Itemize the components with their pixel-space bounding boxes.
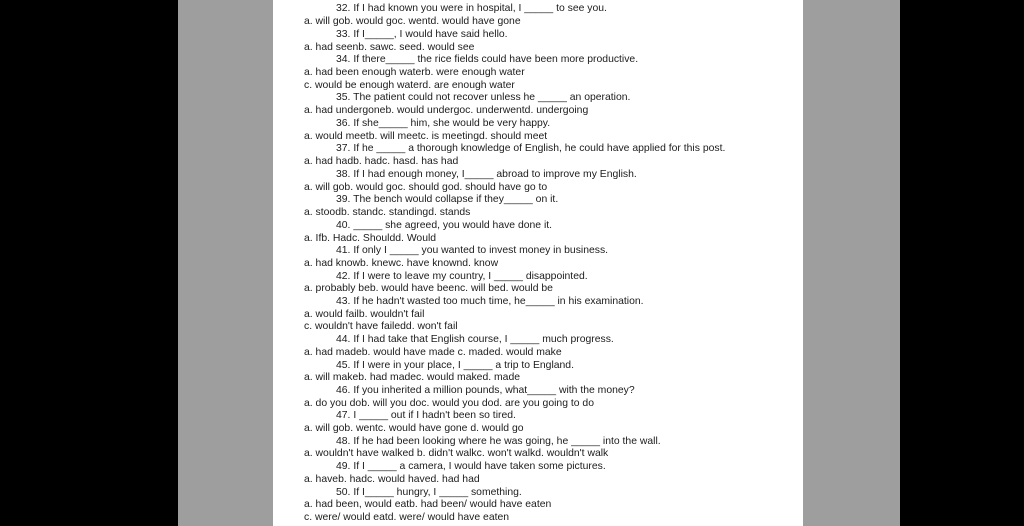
options-40: a. Ifb. Hadc. Shouldd. Would <box>304 233 437 244</box>
options-34-ab: a. had been enough waterb. were enough water <box>304 67 525 78</box>
options-50-ab: a. had been, would eatb. had been/ would have eaten <box>304 499 552 510</box>
question-34: 34. If there_____ the rice fields could have been more productive. <box>336 54 639 65</box>
question-47: 47. I _____ out if I hadn't been so tired. <box>336 410 516 421</box>
options-38: a. will gob. would goc. should god. should have go to <box>304 182 548 193</box>
options-37: a. had hadb. hadc. hasd. has had <box>304 156 459 167</box>
question-35: 35. The patient could not recover unless he _____ an operation. <box>336 92 631 103</box>
question-45: 45. If I were in your place, I _____ a trip to England. <box>336 360 574 371</box>
question-38: 38. If I had enough money, I_____ abroad to improve my English. <box>336 169 637 180</box>
question-46: 46. If you inherited a million pounds, what_____ with the money? <box>336 385 635 396</box>
document-page <box>273 0 803 526</box>
options-34-cd: c. would be enough waterd. are enough water <box>304 80 515 91</box>
options-35: a. had undergoneb. would undergoc. underwentd. undergoing <box>304 105 589 116</box>
options-43-cd: c. wouldn't have failedd. won't fail <box>304 321 458 332</box>
options-46: a. do you dob. will you doc. would you dod. are you going to do <box>304 398 594 409</box>
question-33: 33. If I_____, I would have said hello. <box>336 29 508 40</box>
question-43: 43. If he hadn't wasted too much time, he_____ in his examination. <box>336 296 644 307</box>
options-47: a. will gob. wentc. would have gone d. would go <box>304 423 524 434</box>
options-33: a. had seenb. sawc. seed. would see <box>304 42 475 53</box>
options-45: a. will makeb. had madec. would maked. made <box>304 372 521 383</box>
options-50-cd: c. were/ would eatd. were/ would have eaten <box>304 512 510 523</box>
options-41: a. had knowb. knewc. have knownd. know <box>304 258 499 269</box>
left-gutter <box>178 0 273 526</box>
question-37: 37. If he _____ a thorough knowledge of English, he could have applied for this post. <box>336 143 726 154</box>
question-39: 39. The bench would collapse if they_____ on it. <box>336 194 559 205</box>
question-42: 42. If I were to leave my country, I _____ disappointed. <box>336 271 588 282</box>
question-32: 32. If I had known you were in hospital, I _____ to see you. <box>336 3 607 14</box>
options-43-ab: a. would failb. wouldn't fail <box>304 309 425 320</box>
options-42: a. probably beb. would have beenc. will bed. would be <box>304 283 553 294</box>
options-36: a. would meetb. will meetc. is meetingd. should meet <box>304 131 548 142</box>
options-32: a. will gob. would goc. wentd. would have gone <box>304 16 521 27</box>
question-49: 49. If I _____ a camera, I would have taken some pictures. <box>336 461 606 472</box>
question-40: 40. _____ she agreed, you would have done it. <box>336 220 553 231</box>
right-gutter <box>803 0 900 526</box>
question-50: 50. If I_____ hungry, I _____ something. <box>336 487 522 498</box>
question-36: 36. If she_____ him, she would be very happy. <box>336 118 551 129</box>
question-48: 48. If he had been looking where he was going, he _____ into the wall. <box>336 436 661 447</box>
question-41: 41. If only I _____ you wanted to invest money in business. <box>336 245 609 256</box>
options-44: a. had madeb. would have made c. maded. would make <box>304 347 562 358</box>
question-44: 44. If I had take that English course, I _____ much progress. <box>336 334 614 345</box>
options-39: a. stoodb. standc. standingd. stands <box>304 207 471 218</box>
options-48: a. wouldn't have walked b. didn't walkc. won't walkd. wouldn't walk <box>304 448 609 459</box>
options-49: a. haveb. hadc. would haved. had had <box>304 474 480 485</box>
